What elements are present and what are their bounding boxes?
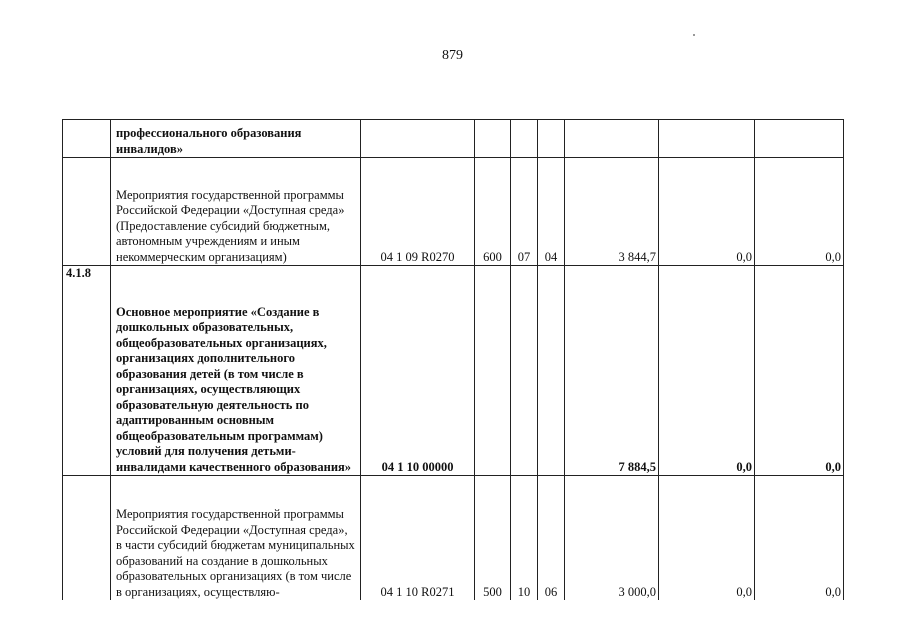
row-code: 04 1 10 00000 [361,266,475,476]
row-amount-3 [755,120,844,158]
budget-table [62,119,844,600]
table-row [63,120,844,158]
row-expense-type [475,120,511,158]
row-name: профессионального образования инвалидов» [111,120,361,158]
table-row [63,476,844,601]
row-code: 04 1 10 R0271 [361,476,475,601]
row-subsection [538,120,565,158]
table-row [63,266,844,476]
row-number [63,120,111,158]
row-amount-2: 0,0 [659,266,755,476]
row-amount-2: 0,0 [659,476,755,601]
row-amount-1: 3 844,7 [565,158,659,266]
row-section [511,120,538,158]
row-name: Основное мероприятие «Создание в дошкольных образовательных, общеобразовательных организациях, организациях дополнительного образования детей (в том числе в организациях, осуществляющих образовательную деятельность по адаптированным основным общеобразовательным программам) условий для получения детьми-инвалидами качественного образования» [111,266,361,476]
row-amount-1: 7 884,5 [565,266,659,476]
row-expense-type [475,266,511,476]
row-amount-2: 0,0 [659,158,755,266]
row-section: 07 [511,158,538,266]
row-name: Мероприятия государственной программы Российской Федерации «Доступная среда», в части субсидий бюджетам муниципальных образований на создание в дошкольных образовательных организациях (в том числе в организациях, осуществляю- [111,476,361,601]
row-subsection: 06 [538,476,565,601]
page-number: 879 [442,48,463,63]
row-number: 4.1.8 [63,266,111,476]
row-amount-1: 3 000,0 [565,476,659,601]
row-code: 04 1 09 R0270 [361,158,475,266]
row-expense-type: 600 [475,158,511,266]
scan-dot [693,34,695,36]
row-name: Мероприятия государственной программы Российской Федерации «Доступная среда» (Предоставление субсидий бюджетным, автономным учреждениям и иным некоммерческим организациям) [111,158,361,266]
row-subsection [538,266,565,476]
row-subsection: 04 [538,158,565,266]
row-section: 10 [511,476,538,601]
row-amount-3: 0,0 [755,476,844,601]
row-number [63,158,111,266]
row-amount-3: 0,0 [755,266,844,476]
row-amount-1 [565,120,659,158]
row-amount-2 [659,120,755,158]
row-section [511,266,538,476]
row-number [63,476,111,601]
row-amount-3: 0,0 [755,158,844,266]
row-expense-type: 500 [475,476,511,601]
table-row [63,158,844,266]
row-code [361,120,475,158]
